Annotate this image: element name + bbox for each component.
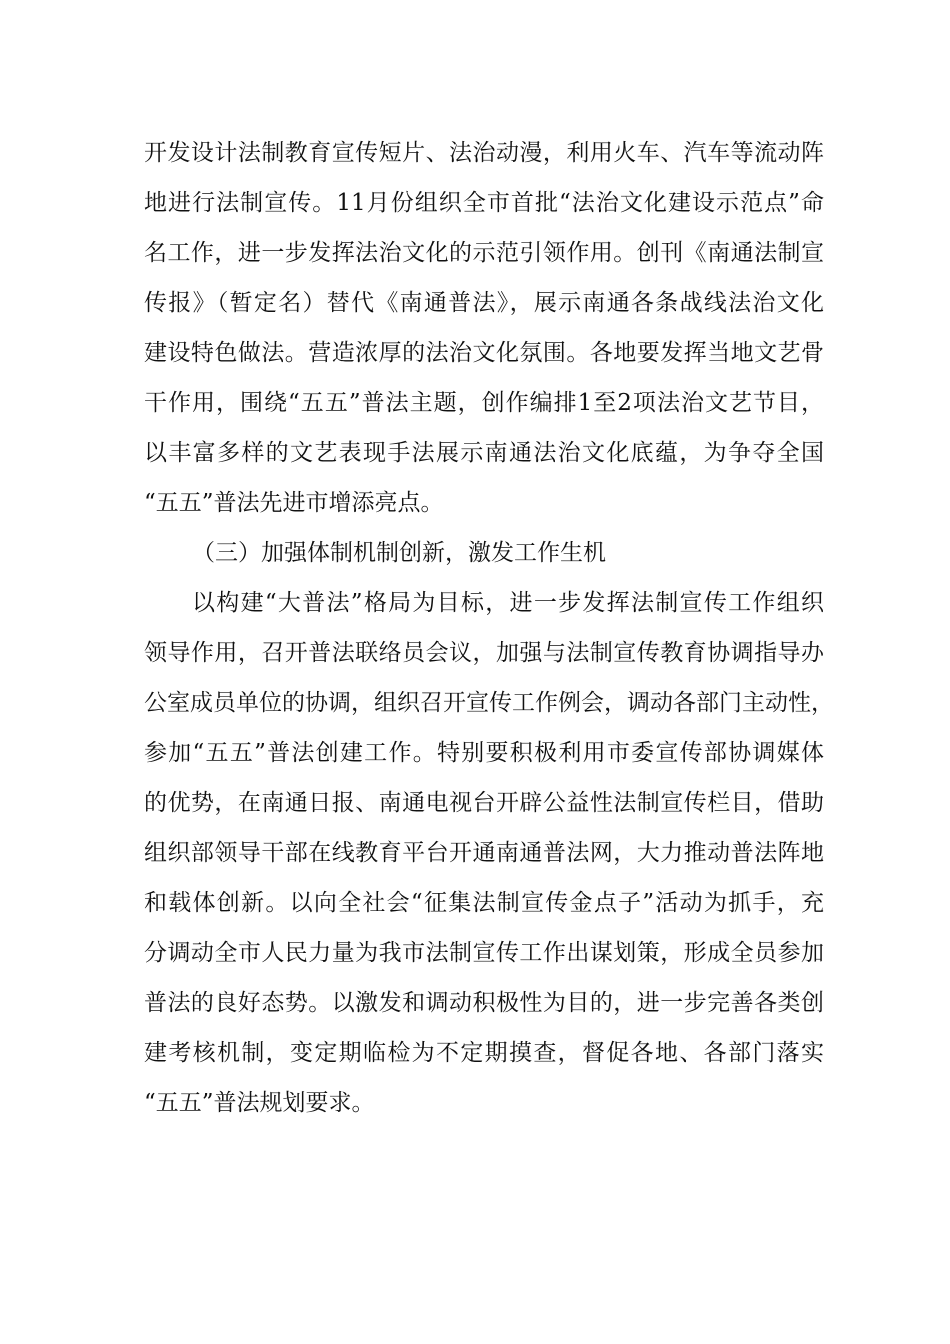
paragraph2-line-5: 的优势，在南通日报、南通电视台开辟公益性法制宣传栏目，借助 [144,790,824,816]
paragraph1-line-6: 干作用，围绕“五五”普法主题，创作编排1至2项法治文艺节目， [144,390,824,416]
paragraph1-line-2: 地进行法制宣传。11月份组织全市首批“法治文化建设示范点”命 [144,190,824,216]
paragraph2-line-3: 公室成员单位的协调，组织召开宣传工作例会，调动各部门主动性， [144,690,834,716]
paragraph2-line-7: 和载体创新。以向全社会“征集法制宣传金点子”活动为抓手，充 [144,890,824,916]
paragraph1-line-3: 名工作，进一步发挥法治文化的示范引领作用。创刊《南通法制宣 [144,240,824,266]
paragraph2-line-9: 普法的良好态势。以激发和调动积极性为目的，进一步完善各类创 [144,990,824,1016]
paragraph1-line-5: 建设特色做法。营造浓厚的法治文化氛围。各地要发挥当地文艺骨 [144,340,824,366]
paragraph2-line-4: 参加“五五”普法创建工作。特别要积极利用市委宣传部协调媒体 [144,740,824,766]
paragraph2-line-2: 领导作用，召开普法联络员会议，加强与法制宣传教育协调指导办 [144,640,824,666]
paragraph2-line-1: 以构建“大普法”格局为目标，进一步发挥法制宣传工作组织 [192,590,824,616]
paragraph1-line-1: 开发设计法制教育宣传短片、法治动漫，利用火车、汽车等流动阵 [144,140,824,166]
section-heading: （三）加强体制机制创新，激发工作生机 [192,540,606,566]
paragraph1-line-7: 以丰富多样的文艺表现手法展示南通法治文化底蕴，为争夺全国 [144,440,824,466]
paragraph1-line-4: 传报》（暂定名）替代《南通普法》，展示南通各条战线法治文化 [144,290,824,316]
paragraph2-line-6: 组织部领导干部在线教育平台开通南通普法网，大力推动普法阵地 [144,840,824,866]
paragraph1-line-8: “五五”普法先进市增添亮点。 [144,490,444,516]
paragraph2-line-11: “五五”普法规划要求。 [144,1090,375,1116]
paragraph2-line-10: 建考核机制，变定期临检为不定期摸查，督促各地、各部门落实 [144,1040,824,1066]
paragraph2-line-8: 分调动全市人民力量为我市法制宣传工作出谋划策，形成全员参加 [144,940,824,966]
